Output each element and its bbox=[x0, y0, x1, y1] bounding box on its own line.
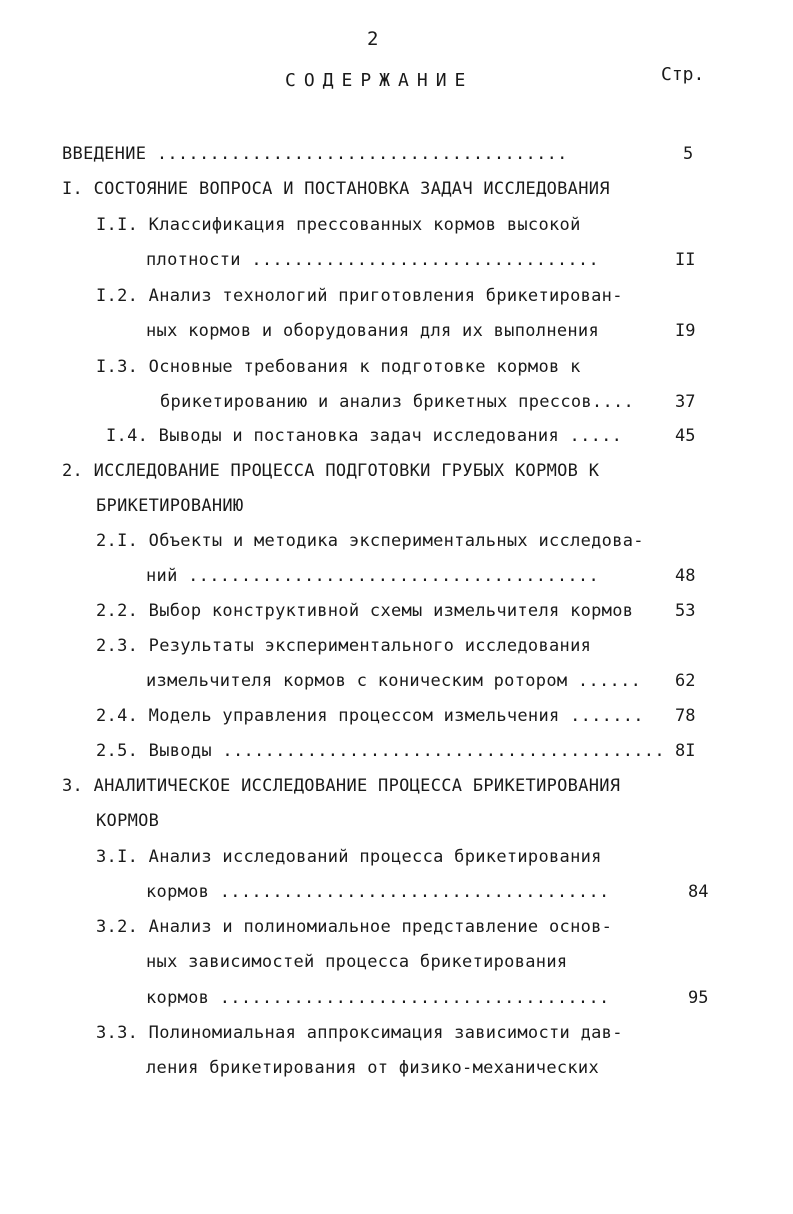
toc-entry: ний ....................................... bbox=[146, 566, 599, 586]
page-number: 2 bbox=[367, 28, 379, 50]
toc-entry: ных кормов и оборудования для их выполнения bbox=[146, 321, 599, 341]
toc-entry: I.4. Выводы и постановка задач исследования ..... bbox=[106, 426, 623, 446]
toc-entry: кормов ..................................... bbox=[146, 882, 610, 902]
toc-entry: I. СОСТОЯНИЕ ВОПРОСА И ПОСТАНОВКА ЗАДАЧ ИССЛЕДОВАНИЯ bbox=[62, 179, 610, 199]
toc-entry: кормов ..................................... bbox=[146, 988, 610, 1008]
toc-entry: ления брикетирования от физико-механических bbox=[146, 1058, 599, 1078]
toc-page: 62 bbox=[675, 671, 696, 691]
toc-entry: I.2. Анализ технологий приготовления брикетирован- bbox=[96, 286, 623, 306]
toc-page: 45 bbox=[675, 426, 696, 446]
toc-page: 53 bbox=[675, 601, 696, 621]
toc-entry: 2.3. Результаты экспериментального исследования bbox=[96, 636, 592, 656]
toc-entry: 2. ИССЛЕДОВАНИЕ ПРОЦЕССА ПОДГОТОВКИ ГРУБЫХ КОРМОВ К bbox=[62, 461, 600, 481]
toc-entry: ВВЕДЕНИЕ ....................................... bbox=[62, 144, 568, 164]
toc-entry: плотности ................................. bbox=[146, 250, 599, 270]
toc-entry: I.3. Основные требования к подготовке кормов к bbox=[96, 357, 581, 377]
toc-entry: брикетированию и анализ брикетных прессов.... bbox=[160, 392, 635, 412]
toc-entry: измельчителя кормов с коническим ротором ...... bbox=[146, 671, 642, 691]
toc-page: I9 bbox=[675, 321, 696, 341]
toc-page: 37 bbox=[675, 392, 696, 412]
toc-entry: 2.2. Выбор конструктивной схемы измельчителя кормов bbox=[96, 601, 634, 621]
toc-entry: 2.5. Выводы .......................................... bbox=[96, 741, 665, 761]
toc-page: II bbox=[675, 250, 696, 270]
page-column-label: Стр. bbox=[661, 64, 705, 85]
toc-entry: I.I. Классификация прессованных кормов высокой bbox=[96, 215, 581, 235]
toc-page: 78 bbox=[675, 706, 696, 726]
toc-page: 48 bbox=[675, 566, 696, 586]
toc-page: 95 bbox=[688, 988, 709, 1008]
toc-page: 84 bbox=[688, 882, 709, 902]
toc-page: 5 bbox=[683, 144, 694, 164]
toc-heading: СОДЕРЖАНИЕ bbox=[285, 70, 474, 91]
toc-page: 8I bbox=[675, 741, 696, 761]
toc-entry: ных зависимостей процесса брикетирования bbox=[146, 952, 568, 972]
toc-entry: 2.I. Объекты и методика экспериментальных исследова- bbox=[96, 531, 644, 551]
toc-entry: КОРМОВ bbox=[96, 811, 160, 831]
toc-entry: 2.4. Модель управления процессом измельчения ....... bbox=[96, 706, 644, 726]
toc-entry: 3.2. Анализ и полиномиальное представление основ- bbox=[96, 917, 613, 937]
toc-entry: БРИКЕТИРОВАНИЮ bbox=[96, 496, 244, 516]
toc-entry: 3.3. Полиномиальная аппроксимация зависимости дав- bbox=[96, 1023, 623, 1043]
toc-entry: 3. АНАЛИТИЧЕСКОЕ ИССЛЕДОВАНИЕ ПРОЦЕССА БРИКЕТИРОВАНИЯ bbox=[62, 776, 621, 796]
toc-entry: 3.I. Анализ исследований процесса брикетирования bbox=[96, 847, 602, 867]
